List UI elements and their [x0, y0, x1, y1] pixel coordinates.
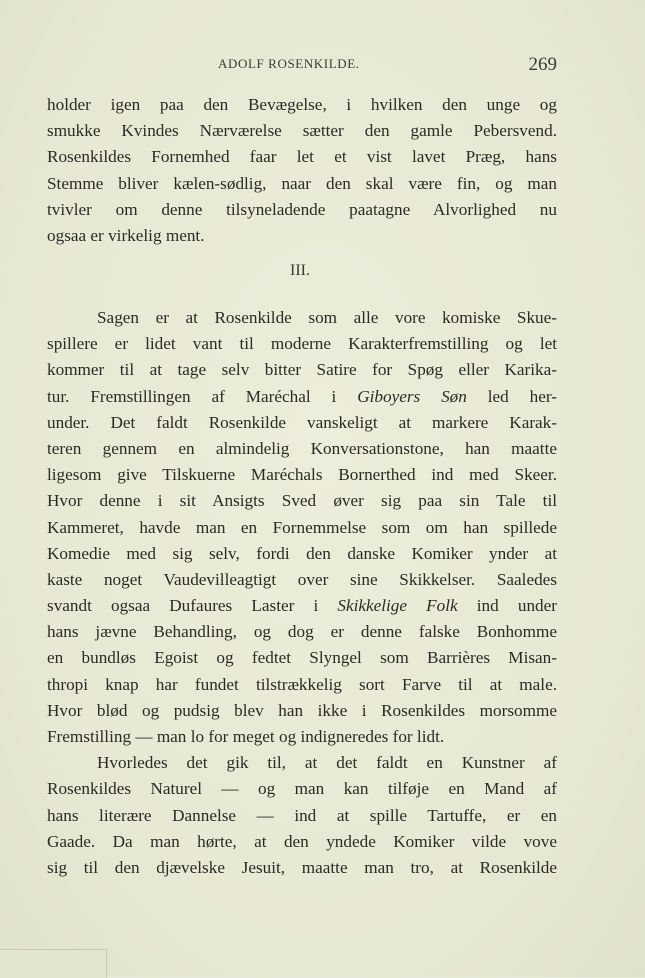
paragraph: [47, 750, 557, 881]
text-line: [47, 197, 557, 223]
text-segment: Gaade. Da man hørte, at den yndede Komiker vilde vove: [47, 831, 557, 851]
italic-title: Giboyers Søn: [357, 386, 467, 406]
text-line: [47, 724, 557, 750]
text-line: [47, 803, 557, 829]
paragraph: [47, 92, 557, 249]
running-header: [0, 54, 645, 76]
text-line: [47, 698, 557, 724]
text-segment: Rosenkildes Fornemhed faar let et vist lavet Præg, hans: [47, 147, 557, 167]
text-segment: ind under: [457, 596, 557, 616]
text-segment: kommer til at tage selv bitter Satire for Spøg eller Karika-: [47, 360, 557, 380]
text-segment: led her-: [466, 386, 557, 406]
paragraph: [47, 92, 557, 249]
text-segment: ogsaa er virkelig ment.: [47, 225, 205, 245]
text-segment: ligesom give Tilskuerne Maréchals Bornerthed ind med Skeer.: [47, 465, 557, 485]
text-segment: Hvor denne i sit Ansigts Sved øver sig paa sin Tale til: [47, 491, 557, 511]
text-line: [47, 462, 557, 488]
section-heading: III.: [290, 262, 310, 279]
text-line: [47, 384, 557, 410]
text-line: [47, 436, 557, 462]
text-segment: teren gennem en almindelig Konversationstone, han maatte: [47, 438, 557, 458]
page-number: 269: [528, 54, 557, 75]
text-line: [47, 855, 557, 881]
scan-edge: [0, 949, 107, 978]
text-segment: en bundløs Egoist og fedtet Slyngel som Barrières Misan-: [47, 648, 557, 668]
text-line: [47, 410, 557, 436]
text-line: [47, 750, 557, 776]
text-segment: Sagen er at Rosenkilde som alle vore komiske Skue-: [97, 308, 557, 327]
text-line: [47, 223, 557, 249]
text-line: [47, 331, 557, 357]
text-segment: Hvor blød og pudsig blev han ikke i Rosenkildes morsomme: [47, 700, 557, 720]
text-line: [47, 672, 557, 698]
text-segment: sig til den djævelske Jesuit, maatte man tro, at Rosenkilde: [47, 857, 557, 877]
running-title: ADOLF ROSENKILDE.: [218, 56, 360, 71]
text-segment: Fremstilling — man lo for meget og indigneredes for lidt.: [47, 727, 445, 746]
text-line: [47, 171, 557, 197]
text-segment: thropi knap har fundet tilstrækkelig sort Farve til at male.: [47, 674, 557, 694]
text-segment: tur. Fremstillingen af Maréchal i: [47, 386, 358, 406]
text-line: [47, 619, 557, 645]
text-segment: Kammeret, havde man en Fornemmelse som om han spillede: [47, 517, 557, 537]
text-segment: Rosenkildes Naturel — og man kan tilføje en Mand af: [47, 779, 557, 799]
text-line: [47, 305, 557, 331]
text-segment: holder igen paa den Bevægelse, i hvilken den unge og: [47, 95, 557, 114]
text-segment: Komedie med sig selv, fordi den danske Komiker ynder at: [47, 543, 557, 563]
text-line: [47, 488, 557, 514]
text-line: [47, 92, 557, 118]
text-line: [47, 515, 557, 541]
text-segment: hans jævne Behandling, og dog er denne falske Bonhomme: [47, 622, 557, 642]
text-segment: hans literære Dannelse — ind at spille Tartuffe, er en: [47, 805, 557, 825]
text-segment: Hvorledes det gik til, at det faldt en Kunstner af: [97, 753, 557, 773]
text-line: [47, 776, 557, 802]
text-line: [47, 144, 557, 170]
text-line: [47, 645, 557, 671]
text-line: [47, 357, 557, 383]
text-line: [47, 593, 557, 619]
text-line: [47, 541, 557, 567]
section-body: [47, 305, 557, 881]
text-segment: spillere er lidet vant til moderne Karakterfremstilling og let: [47, 334, 557, 354]
text-segment: svandt ogsaa Dufaures Laster i: [47, 596, 338, 616]
text-segment: kaste noget Vaudevilleagtigt over sine Skikkelser. Saaledes: [47, 569, 557, 589]
text-line: [47, 829, 557, 855]
italic-title: Skikkelige Folk: [337, 596, 458, 616]
text-segment: smukke Kvindes Nærværelse sætter den gamle Pebersvend.: [47, 121, 557, 141]
text-line: [47, 118, 557, 144]
text-segment: tvivler om denne tilsyneladende paatagne Alvorlighed nu: [47, 199, 557, 219]
paragraph: [47, 305, 557, 750]
text-segment: under. Det faldt Rosenkilde vanskeligt at markere Karak-: [47, 412, 557, 432]
text-segment: Stemme bliver kælen-sødlig, naar den skal være fin, og man: [47, 173, 557, 193]
text-line: [47, 567, 557, 593]
